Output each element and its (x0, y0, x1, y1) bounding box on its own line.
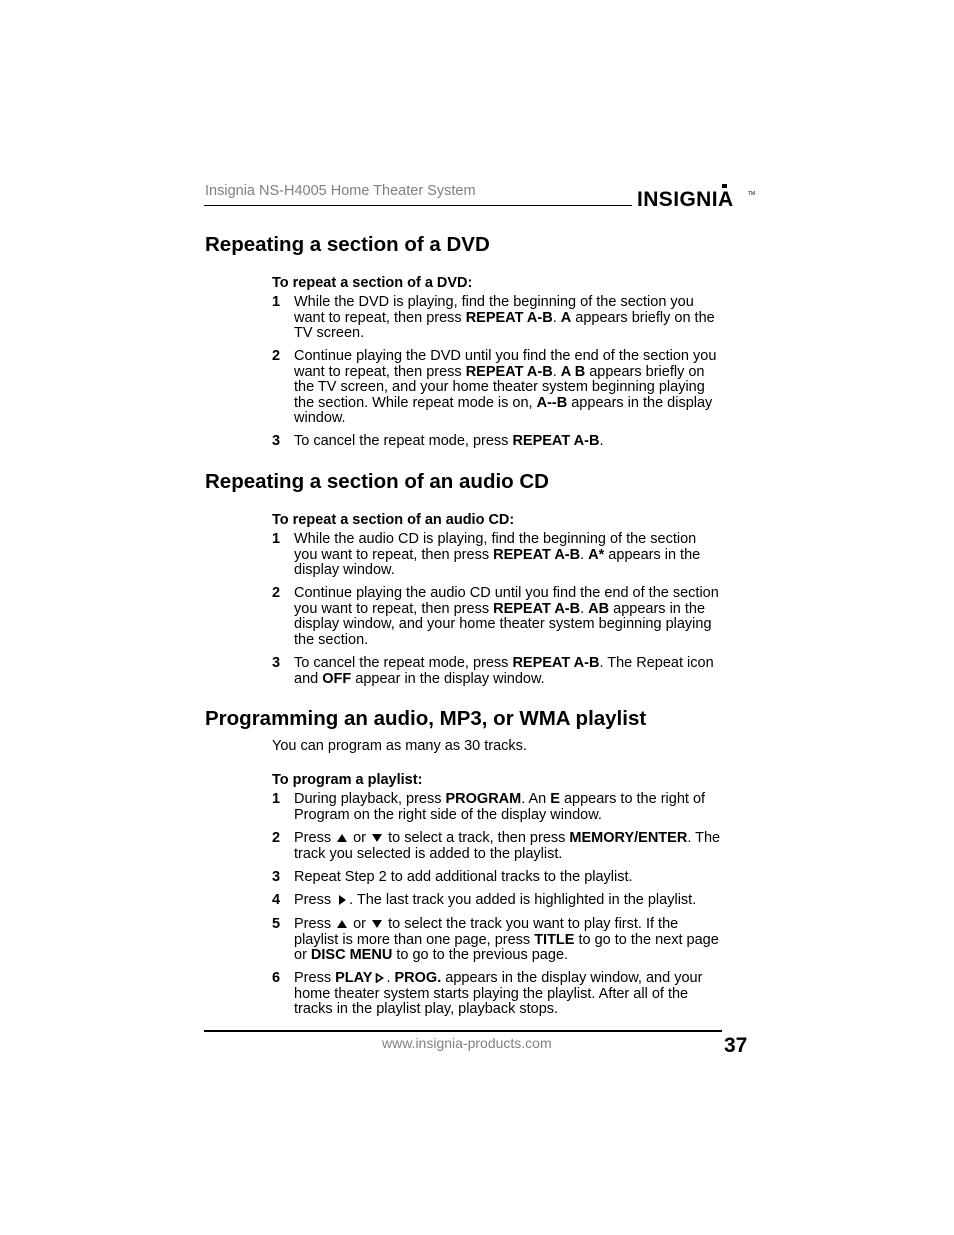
playlist-intro: You can program as many as 30 tracks. (272, 738, 527, 754)
text-run: Repeat Step 2 to add additional tracks to the playlist. (294, 869, 633, 885)
bold-keyword: A--B (536, 394, 568, 411)
step-text (294, 792, 750, 823)
step-text-line (294, 808, 750, 824)
text-run: or (349, 916, 371, 932)
step-text-line (294, 831, 750, 847)
step-text-line (294, 434, 750, 450)
text-run: . (552, 309, 561, 326)
bold-keyword: REPEAT A-B (512, 655, 600, 671)
step-number: 3 (272, 433, 281, 449)
play-icon (374, 973, 384, 983)
step-text (294, 349, 750, 427)
text-run: to select the track you want to play first. If the (384, 916, 679, 932)
step-text-line (294, 411, 750, 427)
text-run: To cancel the repeat mode, press (294, 433, 513, 449)
procedure-heading-audio-cd: To repeat a section of an audio CD: (272, 512, 515, 528)
text-run: display window, and your home theater system beginning playing (294, 616, 712, 633)
bold-keyword: REPEAT A-B (465, 309, 553, 326)
step-text (294, 586, 750, 648)
bold-keyword: PLAY (335, 970, 373, 986)
step-text (294, 870, 750, 886)
bold-keyword: REPEAT A-B (493, 600, 581, 617)
bold-keyword: PROGRAM (445, 791, 522, 807)
step-text (294, 917, 750, 964)
step-text-line (294, 847, 750, 863)
step-number: 5 (272, 916, 281, 932)
step-number: 1 (272, 294, 281, 310)
text-run: to select a track, then press (384, 830, 570, 846)
bold-keyword: E (550, 791, 560, 807)
step-number: 3 (272, 655, 281, 671)
text-run: Program on the right side of the display window. (294, 806, 602, 823)
text-run: . (580, 546, 589, 563)
procedure-heading-dvd: To repeat a section of a DVD: (272, 275, 473, 291)
text-run: appears in the display window, and your (441, 970, 703, 986)
step-text-line (294, 971, 750, 987)
text-run: Press (294, 830, 336, 846)
bold-keyword: DISC MENU (310, 947, 393, 964)
step-text-line (294, 311, 750, 327)
step-text (294, 434, 750, 450)
step-text-line (294, 532, 750, 548)
step-text-line (294, 295, 750, 311)
right-arrow-icon (337, 895, 347, 905)
text-run: tracks in the playlist play, playback stops. (294, 1001, 559, 1018)
step-text-line (294, 396, 750, 412)
step-text-line (294, 602, 750, 618)
text-run: appear in the display window. (351, 670, 545, 687)
step-text-line (294, 656, 750, 672)
text-run: to go to the next page (574, 931, 719, 948)
text-run: While the DVD is playing, find the beginning of the section you (294, 294, 694, 310)
step-text (294, 295, 750, 342)
step-number: 1 (272, 531, 281, 547)
text-run: appears in the (604, 546, 701, 563)
step-text-line (294, 349, 750, 365)
step-number: 3 (272, 869, 281, 885)
step-text (294, 831, 750, 862)
text-run: the section. (294, 631, 369, 648)
bold-keyword: A B (560, 363, 586, 380)
page-number: 37 (724, 1034, 748, 1057)
step-text-line (294, 548, 750, 564)
bold-keyword: A (560, 309, 572, 326)
step-text-line (294, 948, 750, 964)
step-text-line (294, 933, 750, 949)
footer-url: www.insignia-products.com (382, 1035, 552, 1051)
footer-rule (204, 1030, 722, 1032)
step-text-line (294, 380, 750, 396)
text-run: . An (521, 791, 551, 807)
text-run: . The last track you added is highlighted in the playlist. (349, 892, 697, 908)
section-heading-playlist: Programming an audio, MP3, or WMA playlist (205, 707, 647, 730)
text-run: appears in the display (567, 394, 713, 411)
text-run: . (386, 970, 395, 986)
bold-keyword: A* (588, 546, 605, 563)
logo-wordmark: INSIGNIA (637, 188, 734, 211)
step-number: 1 (272, 791, 281, 807)
running-header-title: Insignia NS-H4005 Home Theater System (205, 183, 476, 199)
bold-keyword: OFF (322, 670, 352, 687)
text-run: appears to the right of (559, 791, 706, 807)
text-run: TV screen. (294, 325, 365, 342)
text-run: and (294, 670, 323, 687)
step-text-line (294, 672, 750, 688)
text-run: home theater system starts playing the playlist. After all of the (294, 985, 689, 1002)
step-number: 2 (272, 348, 281, 364)
step-text-line (294, 365, 750, 381)
text-run: . (580, 600, 589, 617)
section-heading-dvd: Repeating a section of a DVD (205, 233, 490, 256)
step-text-line (294, 917, 750, 933)
step-text (294, 532, 750, 579)
text-run: appears briefly on (585, 363, 705, 380)
text-run: playlist is more than one page, press (294, 931, 535, 948)
text-run: the TV screen, and your home theater system beginning playing (294, 379, 705, 396)
step-text-line (294, 617, 750, 633)
down-arrow-icon (372, 919, 382, 929)
text-run: . (552, 363, 561, 380)
bold-keyword: REPEAT A-B (512, 433, 600, 449)
bold-keyword: TITLE (534, 931, 575, 948)
text-run: you want to repeat, then press (294, 600, 494, 617)
step-text-line (294, 1002, 750, 1018)
text-run: Press (294, 892, 336, 908)
step-number: 6 (272, 970, 281, 986)
text-run: the section. While repeat mode is on, (294, 394, 537, 411)
text-run: Continue playing the DVD until you find the end of the section you (294, 348, 717, 364)
step-text-line (294, 792, 750, 808)
text-run: or (349, 830, 371, 846)
bold-keyword: REPEAT A-B (493, 546, 581, 563)
up-arrow-icon (337, 833, 347, 843)
text-run: display window. (294, 562, 395, 579)
down-arrow-icon (372, 833, 382, 843)
step-text-line (294, 563, 750, 579)
step-text-line (294, 633, 750, 649)
section-heading-audio-cd: Repeating a section of an audio CD (205, 470, 549, 493)
text-run: appears briefly on the (571, 309, 715, 326)
text-run: Press (294, 970, 336, 986)
text-run: track you selected is added to the playlist. (294, 845, 563, 862)
text-run: appears in the (609, 600, 706, 617)
step-text-line (294, 893, 750, 909)
text-run: want to repeat, then press (294, 363, 466, 380)
text-run: or (294, 947, 311, 964)
step-number: 4 (272, 892, 281, 908)
step-text (294, 656, 750, 687)
step-text-line (294, 326, 750, 342)
text-run: Press (294, 916, 336, 932)
step-text (294, 893, 750, 909)
step-text-line (294, 987, 750, 1003)
text-run: During playback, press (294, 791, 446, 807)
step-number: 2 (272, 585, 281, 601)
procedure-heading-playlist: To program a playlist: (272, 772, 423, 788)
text-run: . The Repeat icon (599, 655, 714, 671)
step-number: 2 (272, 830, 281, 846)
bold-keyword: REPEAT A-B (465, 363, 553, 380)
header-rule (204, 205, 632, 206)
up-arrow-icon (337, 919, 347, 929)
bold-keyword: AB (588, 600, 610, 617)
bold-keyword: MEMORY/ENTER (569, 830, 688, 846)
text-run: While the audio CD is playing, find the beginning of the section (294, 531, 697, 547)
text-run: To cancel the repeat mode, press (294, 655, 513, 671)
text-run: window. (294, 410, 346, 427)
step-text-line (294, 586, 750, 602)
text-run: Continue playing the audio CD until you find the end of the section (294, 585, 719, 601)
text-run: . The (687, 830, 721, 846)
insignia-logo (637, 184, 755, 214)
text-run: . (599, 433, 604, 449)
step-text (294, 971, 750, 1018)
logo-accent-mark (722, 184, 727, 188)
text-run: want to repeat, then press (294, 309, 466, 326)
text-run: you want to repeat, then press (294, 546, 494, 563)
text-run: to go to the previous page. (392, 947, 569, 964)
logo-trademark: TM (748, 191, 755, 197)
bold-keyword: PROG. (394, 970, 442, 986)
step-text-line (294, 870, 750, 886)
